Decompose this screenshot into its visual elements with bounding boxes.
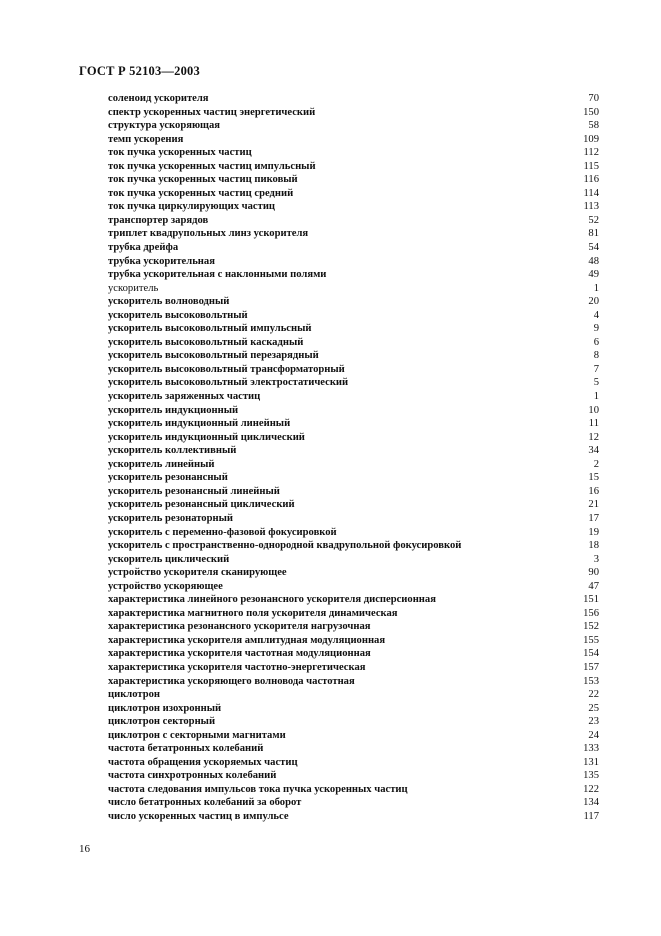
index-term: ускоритель высоковольтный импульсный (108, 323, 312, 335)
index-term: ускоритель высоковольтный каскадный (108, 336, 304, 348)
index-term-number: 133 (583, 743, 599, 755)
index-term-number: 9 (593, 323, 599, 335)
index-term: ускоритель высоковольтный электростатический (108, 377, 349, 389)
index-term-number: 131 (583, 756, 599, 768)
index-entry (108, 580, 599, 594)
index-entry (108, 796, 599, 810)
index-entry (108, 526, 599, 540)
index-term-number: 20 (588, 296, 599, 308)
index-term: число ускоренных частиц в импульсе (108, 810, 289, 822)
index-entry (108, 593, 599, 607)
index-term-number: 12 (588, 431, 599, 443)
index-term-number: 3 (593, 553, 599, 565)
index-term: структура ускоряющая (108, 120, 221, 132)
index-term: ток пучка ускоренных частиц импульсный (108, 160, 316, 172)
index-entry (108, 322, 599, 336)
index-entry (108, 133, 599, 147)
index-term-number: 70 (588, 93, 599, 104)
index-entry (108, 729, 599, 743)
index-entry (108, 431, 599, 445)
index-entry (108, 200, 599, 214)
index-entry (108, 417, 599, 431)
index-entry (108, 309, 599, 323)
index-entry (108, 444, 599, 458)
index-term: ускоритель высоковольтный трансформаторный (108, 363, 345, 375)
index-term: ускоритель индукционный линейный (108, 418, 291, 430)
index-entry (108, 810, 599, 824)
index-term: ускоритель линейный (108, 458, 215, 470)
index-term: циклотрон с секторными магнитами (108, 729, 286, 741)
index-term: характеристика ускорителя частотная модуляционная (108, 648, 371, 660)
index-term-number: 109 (583, 133, 599, 145)
index-entry (108, 146, 599, 160)
index-entry (108, 241, 599, 255)
index-term-number: 24 (588, 729, 599, 741)
index-entry (108, 647, 599, 661)
index-term-number: 151 (583, 594, 599, 606)
index-term: устройство ускорителя сканирующее (108, 567, 287, 579)
index-entry (108, 106, 599, 120)
index-entry (108, 349, 599, 363)
index-term-number: 113 (583, 201, 599, 213)
index-term-number: 152 (583, 621, 599, 633)
index-entry (108, 376, 599, 390)
index-entry (108, 607, 599, 621)
index-term: соленоид ускорителя (108, 93, 209, 104)
index-term-number: 90 (588, 567, 599, 579)
index-term-number: 135 (583, 770, 599, 782)
index-entry (108, 458, 599, 472)
index-term: характеристика резонансного ускорителя нагрузочная (108, 621, 371, 633)
index-term: характеристика магнитного поля ускорителя динамическая (108, 607, 398, 619)
index-term-number: 156 (583, 607, 599, 619)
index-entry (108, 268, 599, 282)
index-entry (108, 769, 599, 783)
index-entry (108, 255, 599, 269)
index-term-number: 115 (583, 160, 599, 172)
index-term-number: 155 (583, 634, 599, 646)
index-term: транспортер зарядов (108, 214, 209, 226)
index-term: устройство ускоряющее (108, 580, 223, 592)
index-term: ток пучка ускоренных частиц средний (108, 187, 294, 199)
index-term-number: 22 (588, 689, 599, 701)
index-term-number: 11 (588, 418, 599, 430)
index-entry (108, 675, 599, 689)
index-term: циклотрон секторный (108, 716, 216, 728)
index-entry (108, 471, 599, 485)
index-entry (108, 295, 599, 309)
index-term: циклотрон изохронный (108, 702, 222, 714)
index-term-number: 25 (588, 702, 599, 714)
index-term-number: 154 (583, 648, 599, 660)
index-entry (108, 553, 599, 567)
index-term: триплет квадрупольных линз ускорителя (108, 228, 309, 240)
index-term-number: 81 (588, 228, 599, 240)
index-entry (108, 539, 599, 553)
index-term-number: 112 (583, 147, 599, 159)
index-entry (108, 92, 599, 106)
index-term-number: 18 (588, 540, 599, 552)
index-entry (108, 485, 599, 499)
index-term: ускоритель резонаторный (108, 512, 233, 524)
index-entry (108, 688, 599, 702)
index-term-number: 1 (593, 282, 599, 294)
index-entry (108, 620, 599, 634)
index-term: ускоритель высоковольтный (108, 309, 248, 321)
term-index-list (108, 92, 599, 824)
index-term: ускоритель заряженных частиц (108, 391, 261, 403)
index-entry (108, 498, 599, 512)
index-entry (108, 783, 599, 797)
index-term: ускоритель резонансный циклический (108, 499, 295, 511)
index-term: трубка дрейфа (108, 242, 179, 254)
index-term-number: 4 (593, 309, 599, 321)
index-entry (108, 119, 599, 133)
page-number: 16 (79, 843, 90, 855)
index-term: частота синхротронных колебаний (108, 770, 277, 782)
index-entry (108, 160, 599, 174)
index-entry (108, 715, 599, 729)
index-entry (108, 227, 599, 241)
index-entry (108, 702, 599, 716)
index-entry (108, 390, 599, 404)
index-term-number: 2 (593, 458, 599, 470)
index-entry (108, 173, 599, 187)
index-term: ускоритель высоковольтный перезарядный (108, 350, 319, 362)
index-term: число бетатронных колебаний за оборот (108, 797, 302, 809)
index-term-number: 117 (583, 810, 599, 822)
index-term-number: 10 (588, 404, 599, 416)
index-term-number: 122 (583, 783, 599, 795)
index-entry (108, 336, 599, 350)
index-entry (108, 187, 599, 201)
index-entry (108, 214, 599, 228)
index-entry (108, 742, 599, 756)
index-term-number: 114 (583, 187, 599, 199)
index-term: спектр ускоренных частиц энергетический (108, 106, 316, 118)
index-term-number: 21 (588, 499, 599, 511)
index-term: частота бетатронных колебаний (108, 743, 264, 755)
index-term-number: 16 (588, 485, 599, 497)
index-term-number: 23 (588, 716, 599, 728)
index-term-number: 150 (583, 106, 599, 118)
index-term-number: 52 (588, 214, 599, 226)
index-term: ускоритель с пространственно-однородной квадрупольной фокусировкой (108, 540, 462, 552)
index-term: характеристика ускоряющего волновода частотная (108, 675, 355, 687)
index-term-number: 153 (583, 675, 599, 687)
index-term: темп ускорения (108, 133, 184, 145)
index-term-number: 15 (588, 472, 599, 484)
index-term: характеристика ускорителя частотно-энергетическая (108, 661, 366, 673)
index-entry (108, 661, 599, 675)
index-term: трубка ускорительная (108, 255, 215, 267)
index-term: трубка ускорительная с наклонными полями (108, 269, 327, 281)
index-term: ускоритель волноводный (108, 296, 230, 308)
index-term: характеристика ускорителя амплитудная модуляционная (108, 634, 386, 646)
index-term: ускоритель индукционный циклический (108, 431, 305, 443)
index-term-number: 7 (593, 363, 599, 375)
index-term: характеристика линейного резонансного ускорителя дисперсионная (108, 594, 436, 606)
index-term: ускоритель (108, 282, 159, 294)
index-term: ускоритель резонансный (108, 472, 228, 484)
index-term-number: 47 (588, 580, 599, 592)
index-entry (108, 634, 599, 648)
document-header: ГОСТ Р 52103—2003 (79, 64, 200, 78)
index-term-number: 54 (588, 242, 599, 254)
index-term-number: 17 (588, 512, 599, 524)
index-term-number: 134 (583, 797, 599, 809)
index-term-number: 8 (593, 350, 599, 362)
index-entry (108, 363, 599, 377)
index-term: частота следования импульсов тока пучка ускоренных частиц (108, 783, 408, 795)
index-term-number: 116 (583, 174, 599, 186)
index-entry (108, 756, 599, 770)
index-term-number: 48 (588, 255, 599, 267)
index-entry (108, 282, 599, 296)
index-entry (108, 404, 599, 418)
index-term: ускоритель индукционный (108, 404, 239, 416)
index-term-number: 1 (593, 391, 599, 403)
index-term: ускоритель циклический (108, 553, 230, 565)
index-term-number: 5 (593, 377, 599, 389)
index-term-number: 34 (588, 445, 599, 457)
index-term: частота обращения ускоряемых частиц (108, 756, 298, 768)
index-term: ток пучка ускоренных частиц пиковый (108, 174, 298, 186)
index-term-number: 6 (593, 336, 599, 348)
index-term-number: 58 (588, 120, 599, 132)
index-term: циклотрон (108, 689, 161, 701)
index-term: ток пучка циркулирующих частиц (108, 201, 276, 213)
index-term-number: 49 (588, 269, 599, 281)
index-entry (108, 566, 599, 580)
index-term: ускоритель коллективный (108, 445, 237, 457)
index-term: ускоритель с переменно-фазовой фокусировкой (108, 526, 337, 538)
index-entry (108, 512, 599, 526)
index-term: ускоритель резонансный линейный (108, 485, 280, 497)
index-term-number: 19 (588, 526, 599, 538)
index-term: ток пучка ускоренных частиц (108, 147, 252, 159)
index-term-number: 157 (583, 661, 599, 673)
